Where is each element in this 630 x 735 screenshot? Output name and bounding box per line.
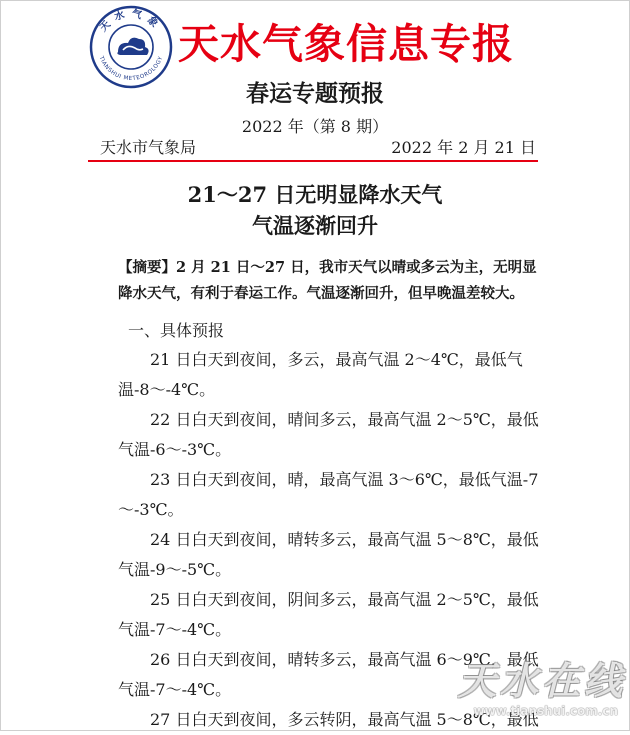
- forecast-day-24: 24 日白天到夜间，晴转多云，最高气温 5～8℃，最低气温-9～-5℃。: [118, 530, 539, 579]
- forecast-day-22: 22 日白天到夜间，晴间多云，最高气温 2～5℃，最低气温-6～-3℃。: [118, 410, 539, 459]
- issue-number: 2022 年（第 8 期）: [241, 117, 389, 136]
- forecast-day-26: 26 日白天到夜间，晴转多云，最高气温 6～9℃，最低气温-7～-4℃。: [118, 650, 539, 699]
- header-divider: [88, 160, 538, 162]
- issuing-bureau: 天水市气象局: [100, 138, 197, 157]
- summary-paragraph: 【摘要】2 月 21 日～27 日，我市天气以晴或多云为主，无明显降水天气，有利于春运工作。气温逐渐回升，但早晚温差较大。: [118, 259, 537, 302]
- forecast-day-21: 21 日白天到夜间，多云，最高气温 2～4℃，最低气温-8～-4℃。: [118, 350, 523, 399]
- issue-date: 2022 年 2 月 21 日: [391, 138, 536, 157]
- watermark-url: www.tianshui.com.cn: [473, 704, 618, 718]
- headline-line-2: 气温逐渐回升: [252, 213, 378, 238]
- forecast-list: [118, 345, 548, 735]
- svg-text:天水气象: [97, 6, 165, 34]
- section-heading: 一、具体预报: [128, 321, 225, 340]
- forecast-day-23: 23 日白天到夜间，晴，最高气温 3～6℃，最低气温-7～-3℃。: [118, 470, 539, 519]
- logo-top-text: 天水气象: [98, 8, 164, 34]
- report-subtitle: 春运专题预报: [246, 80, 384, 107]
- report-masthead-title: 天水气象信息专报: [178, 20, 514, 68]
- watermark-text: 天水在线: [457, 659, 626, 703]
- forecast-day-25: 25 日白天到夜间，阴间多云，最高气温 2～5℃，最低气温-7～-4℃。: [118, 590, 539, 639]
- headline-line-1: 21～27 日无明显降水天气: [187, 182, 443, 207]
- logo-bottom-text: TIANSHUI METEOROLOGY: [97, 55, 165, 83]
- forecast-day-27: 27 日白天到夜间，多云转阴，最高气温 5～8℃，最低: [150, 710, 539, 729]
